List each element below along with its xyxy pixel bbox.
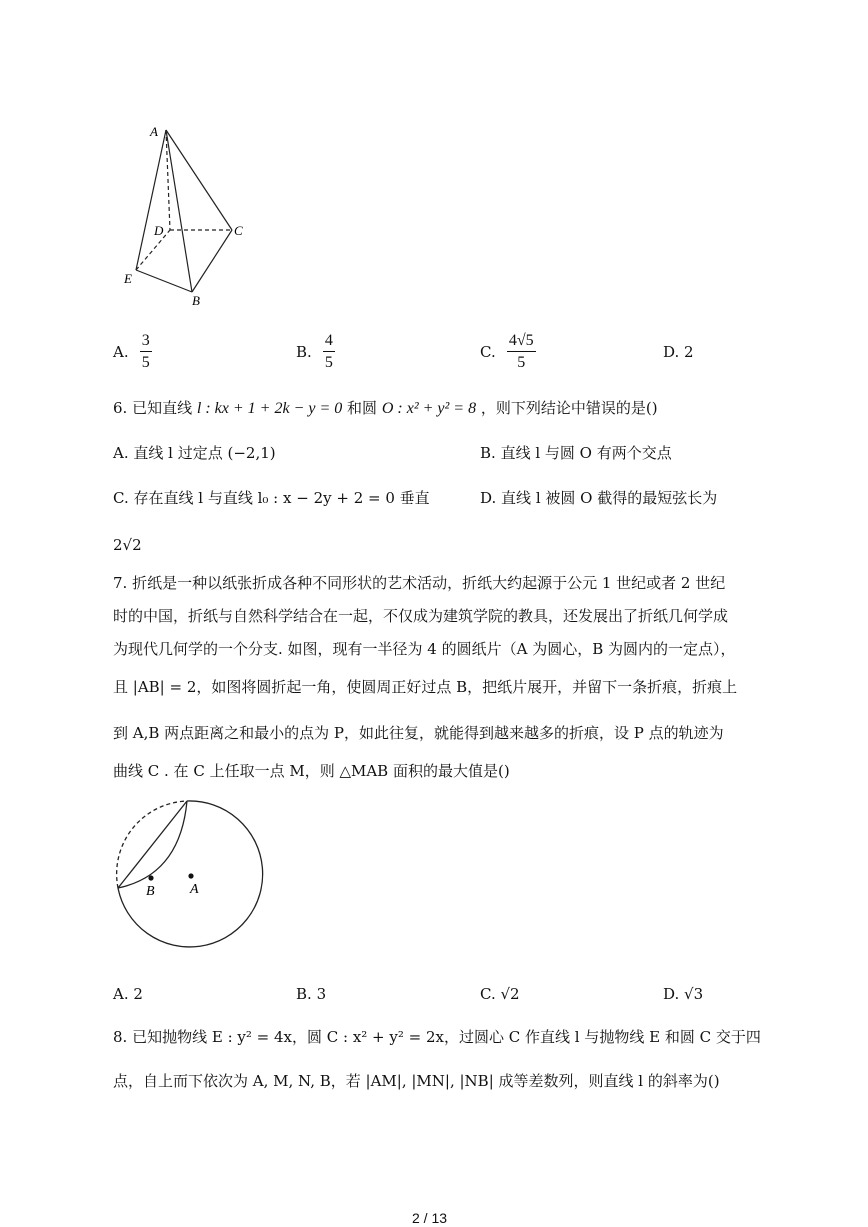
option-text: 直线 l 被圆 O 截得的最短弦长为 (501, 489, 718, 507)
option-value: 3 (316, 985, 327, 1003)
numerator: 3 (140, 332, 152, 352)
q7-line-6: 曲线 C . 在 C 上任取一点 M，则 △MAB 面积的最大值是() (113, 762, 510, 780)
point-a-dot (188, 873, 193, 878)
denominator: 5 (324, 354, 333, 371)
q6-stem-mid: 和圆 (347, 399, 378, 417)
denominator: 5 (141, 354, 150, 371)
option-text: 直线 l 与圆 O 有两个交点 (500, 444, 672, 462)
q6-stem (113, 398, 658, 419)
q6-option-b (480, 443, 672, 463)
option-value: 2 (684, 343, 694, 361)
q5-option-a (113, 332, 152, 372)
point-b-dot (148, 875, 153, 880)
q7-line-2: 时的中国，折纸与自然科学结合在一起，不仅成为建筑学院的教具，还发展出了折纸几何学成 (113, 607, 729, 625)
option-text: 存在直线 l 与直线 l₀ : x − 2y + 2 = 0 垂直 (133, 489, 430, 507)
vertex-label-a: A (150, 124, 158, 139)
fraction (323, 332, 335, 372)
numerator: 4√5 (507, 332, 536, 352)
option-label: C. (480, 985, 496, 1003)
q7-line-3: 为现代几何学的一个分支. 如图，现有一半径为 4 的圆纸片（A 为圆心，B 为圆内的一定点）， (113, 640, 736, 658)
option-label: B. (296, 343, 312, 361)
q7-line-5: 到 A,B 两点距离之和最小的点为 P，如此往复，就能得到越来越多的折痕，设 P 点的轨迹为 (113, 724, 724, 742)
q7-option-a (113, 984, 143, 1004)
denominator: 5 (517, 354, 526, 371)
q6-option-d-value: 2√2 (113, 536, 142, 554)
option-label: A. (113, 343, 129, 361)
option-value: √3 (684, 985, 704, 1003)
q7-line-1: 7. 折纸是一种以纸张折成各种不同形状的艺术活动，折纸大约起源于公元 1 世纪或者 2 世纪 (113, 574, 726, 592)
fraction (507, 332, 536, 372)
q5-option-c (480, 332, 536, 372)
option-label: D. (480, 489, 497, 507)
vertex-label-b: B (192, 293, 200, 308)
option-value: 2 (133, 985, 143, 1003)
q7-option-c (480, 984, 520, 1004)
option-label: D. (663, 985, 680, 1003)
option-label: C. (113, 489, 129, 507)
pyramid-figure (110, 118, 260, 313)
option-label: B. (480, 444, 496, 462)
page-number: 2 / 13 (412, 1210, 448, 1226)
vertex-label-d: D (154, 223, 164, 238)
q7-option-d (663, 984, 703, 1004)
point-label-a: A (190, 882, 199, 897)
q6-option-d (480, 488, 717, 508)
option-label: C. (480, 343, 496, 361)
option-value: √2 (500, 985, 520, 1003)
q7-option-b (296, 984, 326, 1004)
q8-line-1: 8. 已知抛物线 E : y² = 4x，圆 C : x² + y² = 2x，过圆心 C 作直线 l 与抛物线 E 和圆 C 交于四 (113, 1028, 761, 1046)
q6-option-a (113, 443, 276, 463)
q6-stem-prefix: 6. 已知直线 (113, 399, 193, 417)
option-label: A. (113, 985, 129, 1003)
q6-circle-equation: O : x² + y² = 8 (381, 400, 477, 417)
vertex-label-e: E (124, 271, 132, 286)
q5-option-b (296, 332, 335, 372)
point-label-b: B (146, 884, 155, 899)
q6-option-c (113, 488, 430, 508)
folded-circle-figure (110, 795, 275, 955)
q6-line-equation: l : kx + 1 + 2k − y = 0 (196, 400, 343, 417)
numerator: 4 (323, 332, 335, 352)
option-label: D. (663, 343, 680, 361)
q6-stem-suffix: ，则下列结论中错误的是() (480, 399, 658, 417)
option-text: 直线 l 过定点 (−2,1) (133, 444, 276, 462)
q7-line-4: 且 |AB| = 2，如图将圆折起一角，使圆周正好过点 B，把纸片展开，并留下一条折痕，折痕上 (113, 678, 738, 696)
q8-line-2: 点，自上而下依次为 A, M, N, B，若 |AM|, |MN|, |NB| 成等差数列，则直线 l 的斜率为() (113, 1072, 720, 1090)
vertex-label-c: C (234, 223, 243, 238)
q5-option-d (663, 342, 694, 362)
option-label: B. (296, 985, 312, 1003)
fraction (140, 332, 152, 372)
option-label: A. (113, 444, 129, 462)
